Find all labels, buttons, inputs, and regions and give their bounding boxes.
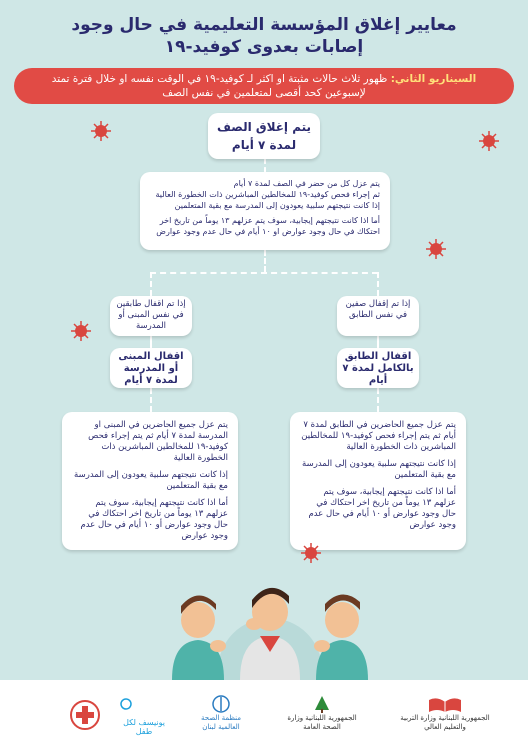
title-line-2: إصابات بعدوى كوفيد-١٩	[164, 37, 364, 57]
right-condition-box: إذا تم إقفال صفين في نفس الطابق	[337, 296, 419, 336]
unicef-logo	[120, 694, 168, 734]
scenario-text: ظهور ثلاث حالات مثبتة او اكثر لـ كوفيد-١٩ في الوقت نفسه او خلال فترة تمتد لإسبوعين كحد أقصى لمتعلمين في نفس الصف	[51, 73, 388, 99]
title-line-1: معايير إغلاق المؤسسة التعليمية في حال وجود	[71, 15, 457, 35]
who-logo	[190, 694, 252, 734]
right-detail-p3: أما اذا كانت نتيجتهم إيجابية، سوف يتم عزلهم ١٣ يوماً من تاريخ اخر احتكاك في حال وجود عوارض أو ١٠ أيام في حال عدم وجود عوارض	[308, 487, 456, 530]
ministry-education-logo	[395, 694, 495, 734]
scenario-banner	[14, 68, 514, 104]
connector-line	[150, 272, 152, 296]
connector-line	[264, 159, 266, 172]
who-icon	[211, 694, 231, 714]
right-detail-box	[290, 412, 466, 550]
left-action-box: اقفال المبنى أو المدرسة لمدة ٧ أيام	[110, 348, 192, 388]
ministry-health-logo	[282, 694, 362, 734]
virus-icon	[478, 130, 500, 152]
unicef-icon	[120, 694, 168, 714]
virus-icon	[425, 238, 447, 260]
scenario-label: السيناريو الثاني:	[390, 73, 477, 85]
logo-footer	[0, 680, 528, 748]
who-text: منظمة الصحة العالمية لبنان	[200, 714, 242, 731]
connector-line	[150, 272, 378, 274]
connector-line	[150, 388, 152, 412]
main-info-p1: يتم عزل كل من حضر في الصف لمدة ٧ أيام	[233, 179, 380, 188]
main-info-p2: ثم إجراء فحص كوفيد-١٩ للمخالطين المباشرين ذات الخطورة العالية	[155, 190, 380, 199]
left-detail-p1: يتم عزل جميع الحاضرين في المبنى او المدرسة لمدة ٧ أيام ثم يتم إجراء فحص كوفيد-١٩ للمخالطين المباشرين ذات الخطورة العالية	[88, 420, 228, 463]
left-detail-box	[62, 412, 238, 550]
coughing-person-illustration	[150, 560, 390, 680]
book-logo	[427, 694, 463, 714]
connector-line	[377, 272, 379, 296]
main-info-box	[140, 172, 390, 250]
left-detail-p3: أما اذا كانت نتيجتهم إيجابية، سوف يتم عزلهم ١٣ يوماً من تاريخ اخر احتكاك في حال وجود عوارض أو ١٠ أيام في حال عدم وجود عوارض	[80, 498, 228, 541]
right-action-box: اقفال الطابق بالكامل لمدة ٧ أيام	[337, 348, 419, 388]
cedar-logo	[312, 694, 332, 714]
connector-line	[264, 250, 266, 272]
right-detail-p1: يتم عزل جميع الحاضرين في الطابق لمدة ٧ أيام ثم يتم إجراء فحص كوفيد-١٩ للمخالطين المباشرين ذات الخطورة العالية	[301, 420, 456, 452]
virus-icon	[90, 120, 112, 142]
connector-line	[377, 336, 379, 348]
close-class-line-2: لمدة ٧ أيام	[231, 138, 297, 152]
right-detail-p2: إذا كانت نتيجتهم سلبية يعودون إلى المدرسة مع بقية المتعلمين	[302, 459, 456, 480]
virus-icon	[70, 320, 92, 342]
ministry-health-text: الجمهورية اللبنانية وزارة الصحة العامة	[287, 714, 357, 731]
connector-line	[150, 336, 152, 348]
ministry-education-text: الجمهورية اللبنانية وزارة التربية والتعليم العالي	[400, 714, 490, 731]
left-detail-p2: إذا كانت نتيجتهم سلبية يعودون إلى المدرسة مع بقية المتعلمين	[74, 470, 228, 491]
unicef-text: يونيسف لكل طفل	[123, 718, 165, 736]
red-cross-logo	[70, 700, 100, 730]
main-info-p4: أما اذا كانت نتيجتهم إيجابية، سوف يتم عزلهم ١٣ يوماً من تاريخ اخر احتكاك في حال وجود عوارض او ١٠ أيام في حال عدم وجود عوارض	[156, 216, 380, 236]
close-class-line-1: يتم إغلاق الصف	[216, 120, 312, 134]
page-title	[20, 14, 508, 58]
close-class-box	[208, 113, 320, 159]
left-condition-box: إذا تم اقفال طابقين في نفس المبنى أو المدرسة	[110, 296, 192, 336]
connector-line	[377, 388, 379, 412]
main-info-p3: إذا كانت نتيجتهم سلبية يعودون إلى المدرسة مع بقية المتعلمين	[174, 201, 380, 210]
